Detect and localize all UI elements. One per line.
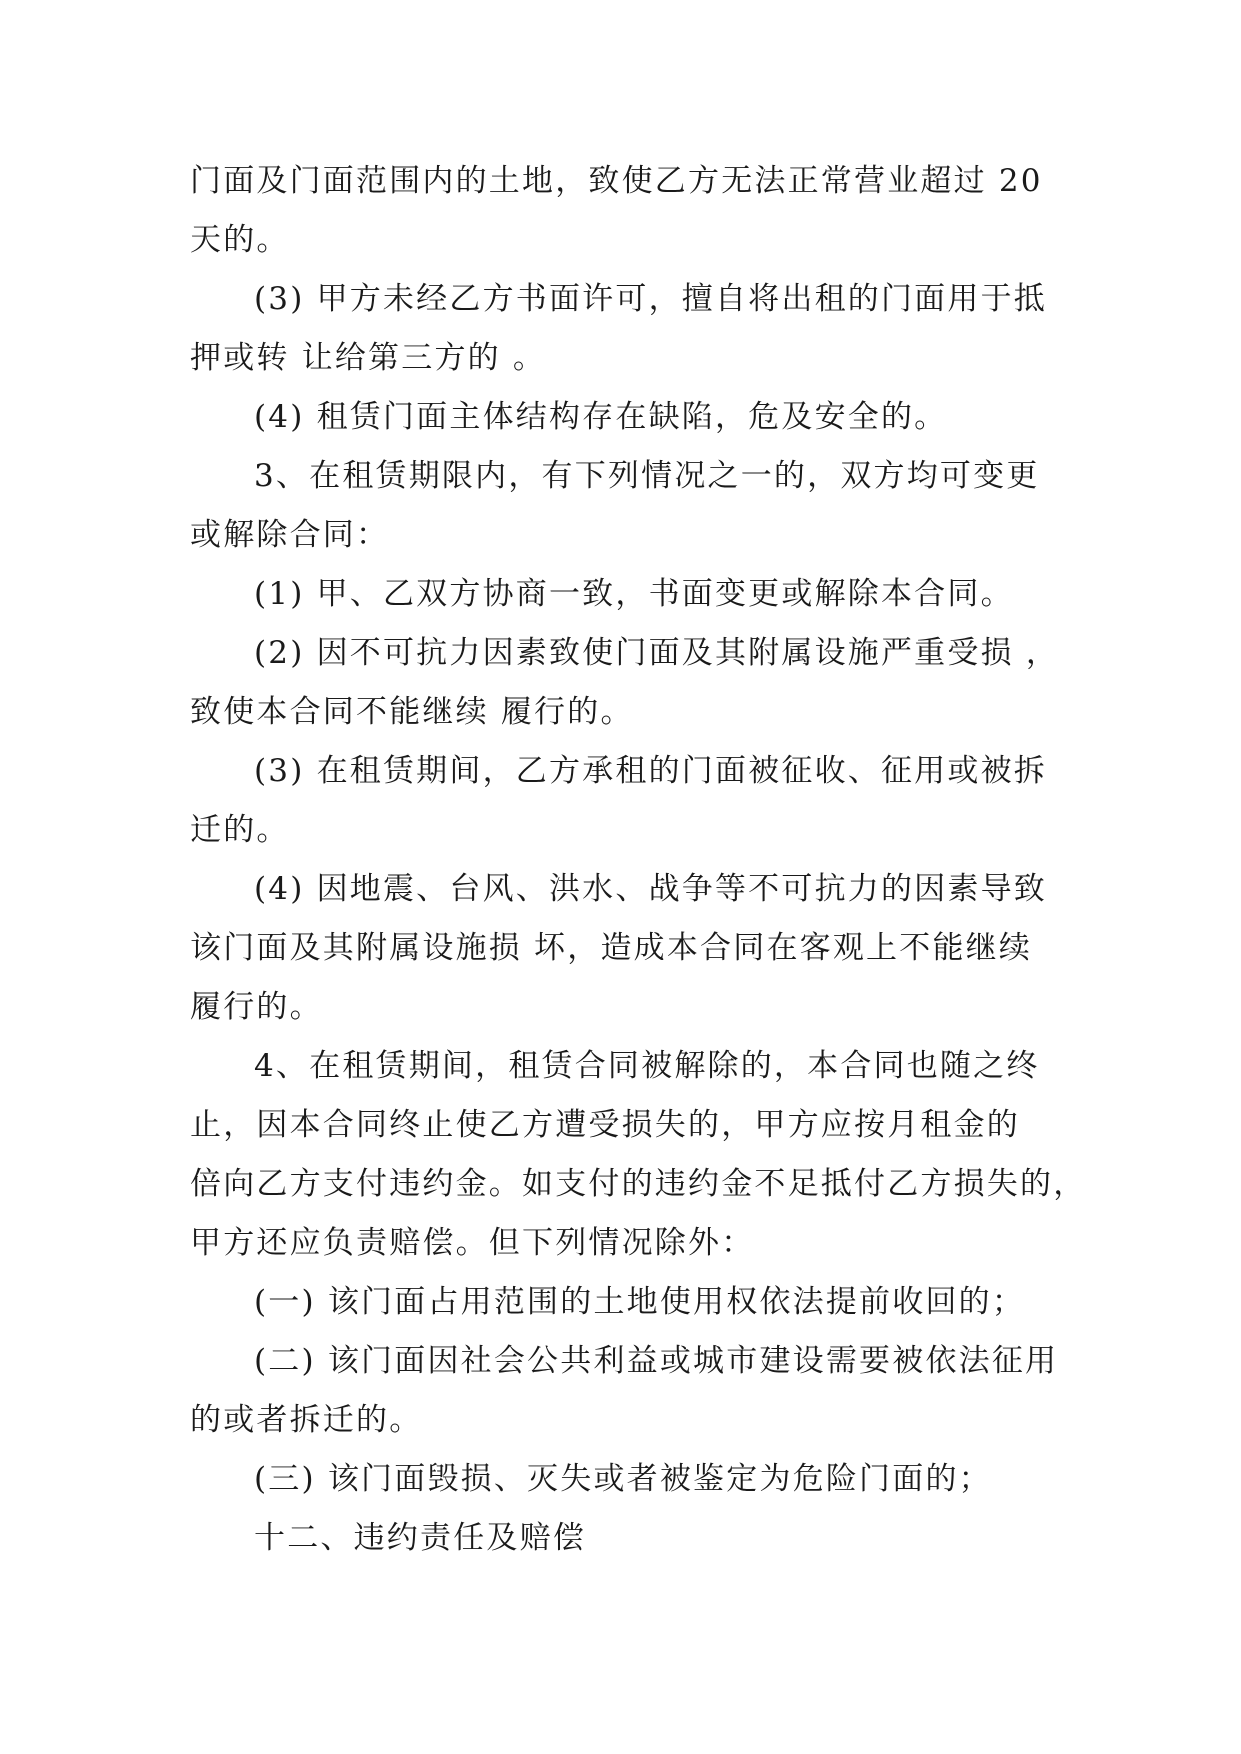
text-line: (4) 租赁门面主体结构存在缺陷，危及安全的。 bbox=[254, 399, 948, 435]
text-line: (一) 该门面占用范围的土地使用权依法提前收回的； bbox=[254, 1284, 1026, 1320]
text-line: 4、在租赁期间，租赁合同被解除的，本合同也随之终 bbox=[254, 1048, 1040, 1084]
text-line: 该门面及其附属设施损 坏，造成本合同在客观上不能继续 bbox=[190, 930, 1033, 966]
text-line: 天的。 bbox=[190, 222, 290, 258]
text-line: (4) 因地震、台风、洪水、战争等不可抗力的因素导致 bbox=[254, 871, 1047, 907]
text-line: 的或者拆迁的。 bbox=[190, 1402, 423, 1438]
text-line: 3、在租赁期限内，有下列情况之一的，双方均可变更 bbox=[254, 458, 1040, 494]
text-line: (1) 甲、乙双方协商一致，书面变更或解除本合同。 bbox=[254, 576, 1014, 612]
text-line: 甲方还应负责赔偿。但下列情况除外： bbox=[190, 1225, 755, 1261]
text-line: (2) 因不可抗力因素致使门面及其附属设施严重受损 ， bbox=[254, 635, 1060, 671]
text-line: 迁的。 bbox=[190, 812, 290, 848]
text-line: 止，因本合同终止使乙方遭受损失的，甲方应按月租金的 bbox=[190, 1107, 1020, 1143]
text-line: (三) 该门面毁损、灭失或者被鉴定为危险门面的； bbox=[254, 1461, 992, 1497]
text-line: 门面及门面范围内的土地，致使乙方无法正常营业超过 20 bbox=[190, 163, 1043, 199]
text-line: (二) 该门面因社会公共利益或城市建设需要被依法征用 bbox=[254, 1343, 1059, 1379]
text-line: 致使本合同不能继续 履行的。 bbox=[190, 694, 634, 730]
text-line: 履行的。 bbox=[190, 989, 323, 1025]
text-line: 押或转 让给第三方的 。 bbox=[190, 340, 547, 376]
text-line: 或解除合同： bbox=[190, 517, 390, 553]
text-line: (3) 甲方未经乙方书面许可，擅自将出租的门面用于抵 bbox=[254, 281, 1047, 317]
section-heading: 十二、违约责任及赔偿 bbox=[254, 1520, 586, 1556]
text-line: 倍向乙方支付违约金。如支付的违约金不足抵付乙方损失的， bbox=[190, 1166, 1087, 1202]
text-line: (3) 在租赁期间，乙方承租的门面被征收、征用或被拆 bbox=[254, 753, 1047, 789]
